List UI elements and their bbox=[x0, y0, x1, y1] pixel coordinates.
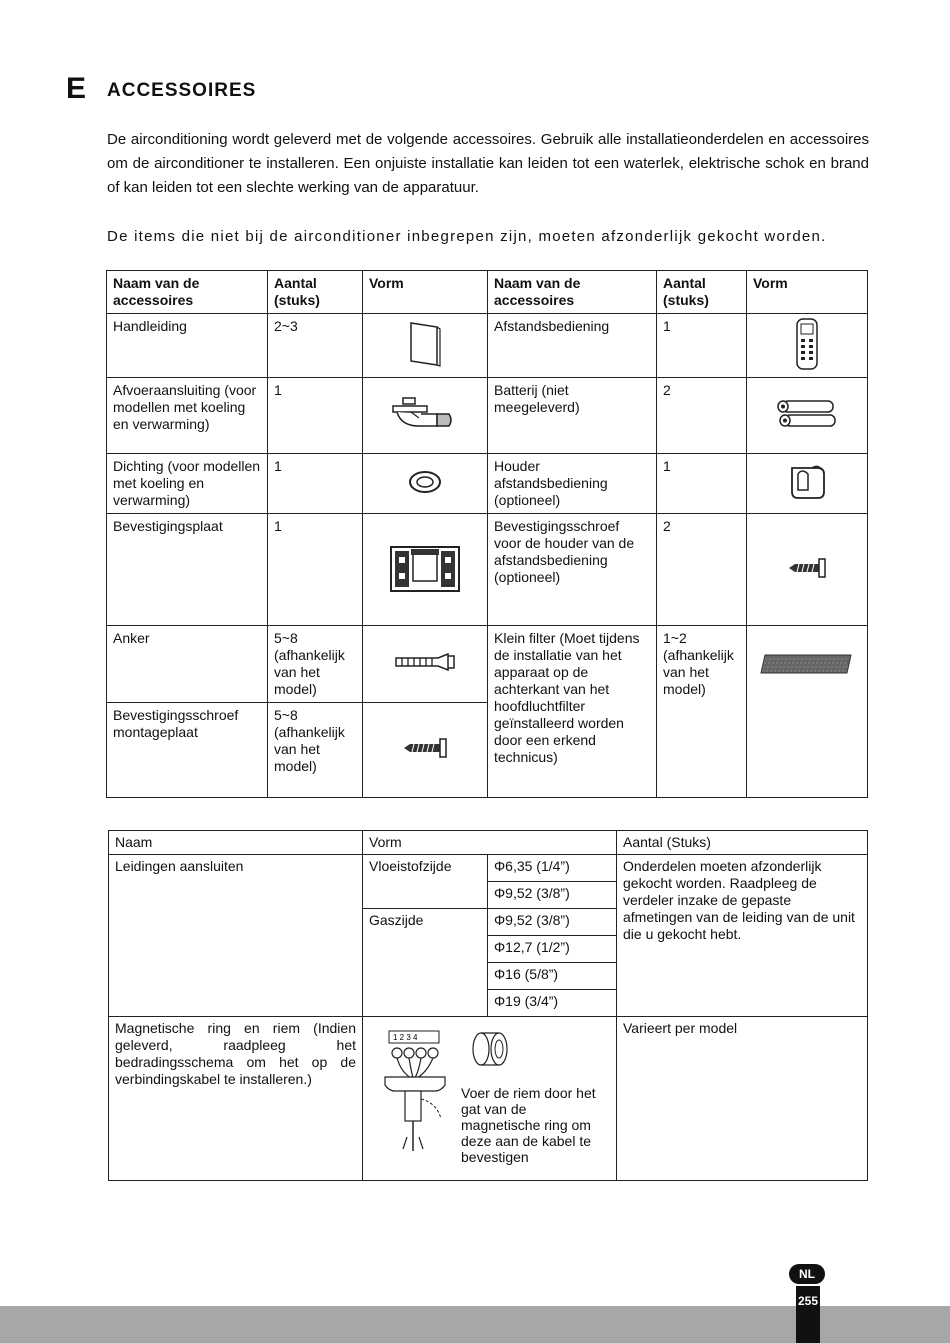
filter-icon bbox=[759, 652, 855, 676]
accessory-qty: 1~2 (afhankelijk van het model) bbox=[657, 626, 747, 798]
accessory-name: Handleiding bbox=[107, 314, 268, 378]
accessory-name: Bevestigingsschroef montageplaat bbox=[107, 703, 268, 798]
pipe-qty: Onderdelen moeten afzonderlijk gekocht worden. Raadpleeg de verdeler inzake de gepaste afmetingen van de leiding van de unit die u gekocht hebt. bbox=[617, 855, 868, 1017]
intro-paragraph: De airconditioning wordt geleverd met de volgende accessoires. Gebruik alle installatieonderdelen en accessoires om de airconditioner te installeren. Een onjuiste installatie kan leiden tot een waterlek, elektrische schok en brand of kan leiden tot een slechte werking van de apparatuur. bbox=[107, 131, 869, 196]
pipe-size: Φ6,35 (1/4”) bbox=[488, 855, 617, 882]
plate-screw-icon bbox=[400, 737, 450, 759]
terminal-label: 1 2 3 4 bbox=[393, 1033, 418, 1042]
accessory-qty: 2 bbox=[657, 514, 747, 626]
col-header-qty: Aantal (Stuks) bbox=[617, 831, 868, 855]
gas-side-label: Gaszijde bbox=[363, 909, 488, 1017]
col-header-name: Naam bbox=[109, 831, 363, 855]
table-row bbox=[107, 514, 868, 626]
accessory-name: Afstandsbediening bbox=[488, 314, 657, 378]
accessory-name: Afvoeraansluiting (voor modellen met koeling en verwarming) bbox=[107, 378, 268, 454]
language-badge: NL bbox=[789, 1264, 825, 1284]
accessory-qty: 2~3 bbox=[268, 314, 363, 378]
pipe-size: Φ19 (3/4”) bbox=[488, 990, 617, 1017]
anchor-icon bbox=[392, 651, 458, 673]
magnetic-ring-name: Magnetische ring en riem (Indien geleverd, raadpleeg het bedradingsschema om het op de verbindingskabel te installeren.) bbox=[109, 1017, 363, 1181]
table-row bbox=[109, 1017, 868, 1181]
magnetic-ring-instruction: Voer de riem door het gat van de magnetische ring om deze aan de kabel te bevestigen bbox=[461, 1085, 596, 1165]
connecting-pipes-table bbox=[108, 830, 868, 1181]
accessory-qty: 2 bbox=[657, 378, 747, 454]
pipe-size: Φ16 (5/8”) bbox=[488, 963, 617, 990]
seal-ring-icon bbox=[405, 469, 445, 495]
manual-icon bbox=[405, 319, 445, 369]
pipe-size: Φ12,7 (1/2”) bbox=[488, 936, 617, 963]
accessory-qty: 1 bbox=[268, 454, 363, 514]
battery-icon bbox=[773, 397, 841, 431]
col-header-name: Naam van de accessoires bbox=[488, 271, 657, 314]
drain-joint-icon bbox=[383, 392, 467, 436]
remote-control-icon bbox=[792, 317, 822, 371]
col-header-shape: Vorm bbox=[363, 831, 617, 855]
liquid-side-label: Vloeistofzijde bbox=[363, 855, 488, 909]
accessory-name: Bevestigingsplaat bbox=[107, 514, 268, 626]
intro-note: De items die niet bij de airconditioner inbegrepen zijn, moeten afzonderlijk gekocht worden. bbox=[107, 228, 827, 245]
screw-icon bbox=[785, 556, 829, 580]
accessory-name: Klein filter (Moet tijdens de installatie van het apparaat op de achterkant van het hoofdluchtfilter geïnstalleerd worden door een erkend technicus) bbox=[488, 626, 657, 798]
accessory-qty: 1 bbox=[657, 314, 747, 378]
page-number: 255 bbox=[797, 1294, 819, 1308]
accessory-name: Dichting (voor modellen met koeling en verwarming) bbox=[107, 454, 268, 514]
col-header-name: Naam van de accessoires bbox=[107, 271, 268, 314]
accessory-qty: 5~8 (afhankelijk van het model) bbox=[268, 626, 363, 703]
section-letter: E bbox=[66, 72, 87, 105]
col-header-shape: Vorm bbox=[747, 271, 868, 314]
table-header-row bbox=[107, 271, 868, 314]
accessory-name: Anker bbox=[107, 626, 268, 703]
col-header-shape: Vorm bbox=[363, 271, 488, 314]
accessory-qty: 1 bbox=[268, 378, 363, 454]
table-header-row bbox=[109, 831, 868, 855]
accessory-name: Bevestigingsschroef voor de houder van de afstandsbediening (optioneel) bbox=[488, 514, 657, 626]
magnetic-ring-qty: Varieert per model bbox=[617, 1017, 868, 1181]
table-row bbox=[107, 626, 868, 703]
accessory-qty: 1 bbox=[268, 514, 363, 626]
section-title: ACCESSOIRES bbox=[107, 80, 257, 101]
accessory-qty: 1 bbox=[657, 454, 747, 514]
table-row bbox=[107, 314, 868, 378]
pipe-size: Φ9,52 (3/8”) bbox=[488, 909, 617, 936]
accessory-qty: 5~8 (afhankelijk van het model) bbox=[268, 703, 363, 798]
remote-holder-icon bbox=[782, 460, 832, 504]
mounting-plate-icon bbox=[389, 543, 461, 593]
table-row bbox=[109, 855, 868, 882]
accessory-name: Batterij (niet meegeleverd) bbox=[488, 378, 657, 454]
col-header-qty: Aantal (stuks) bbox=[657, 271, 747, 314]
accessory-name: Houder afstandsbediening (optioneel) bbox=[488, 454, 657, 514]
table-row bbox=[107, 378, 868, 454]
col-header-qty: Aantal (stuks) bbox=[268, 271, 363, 314]
pipe-size: Φ9,52 (3/8”) bbox=[488, 882, 617, 909]
accessories-table bbox=[106, 270, 868, 798]
pipe-name: Leidingen aansluiten bbox=[109, 855, 363, 1017]
table-row bbox=[107, 454, 868, 514]
